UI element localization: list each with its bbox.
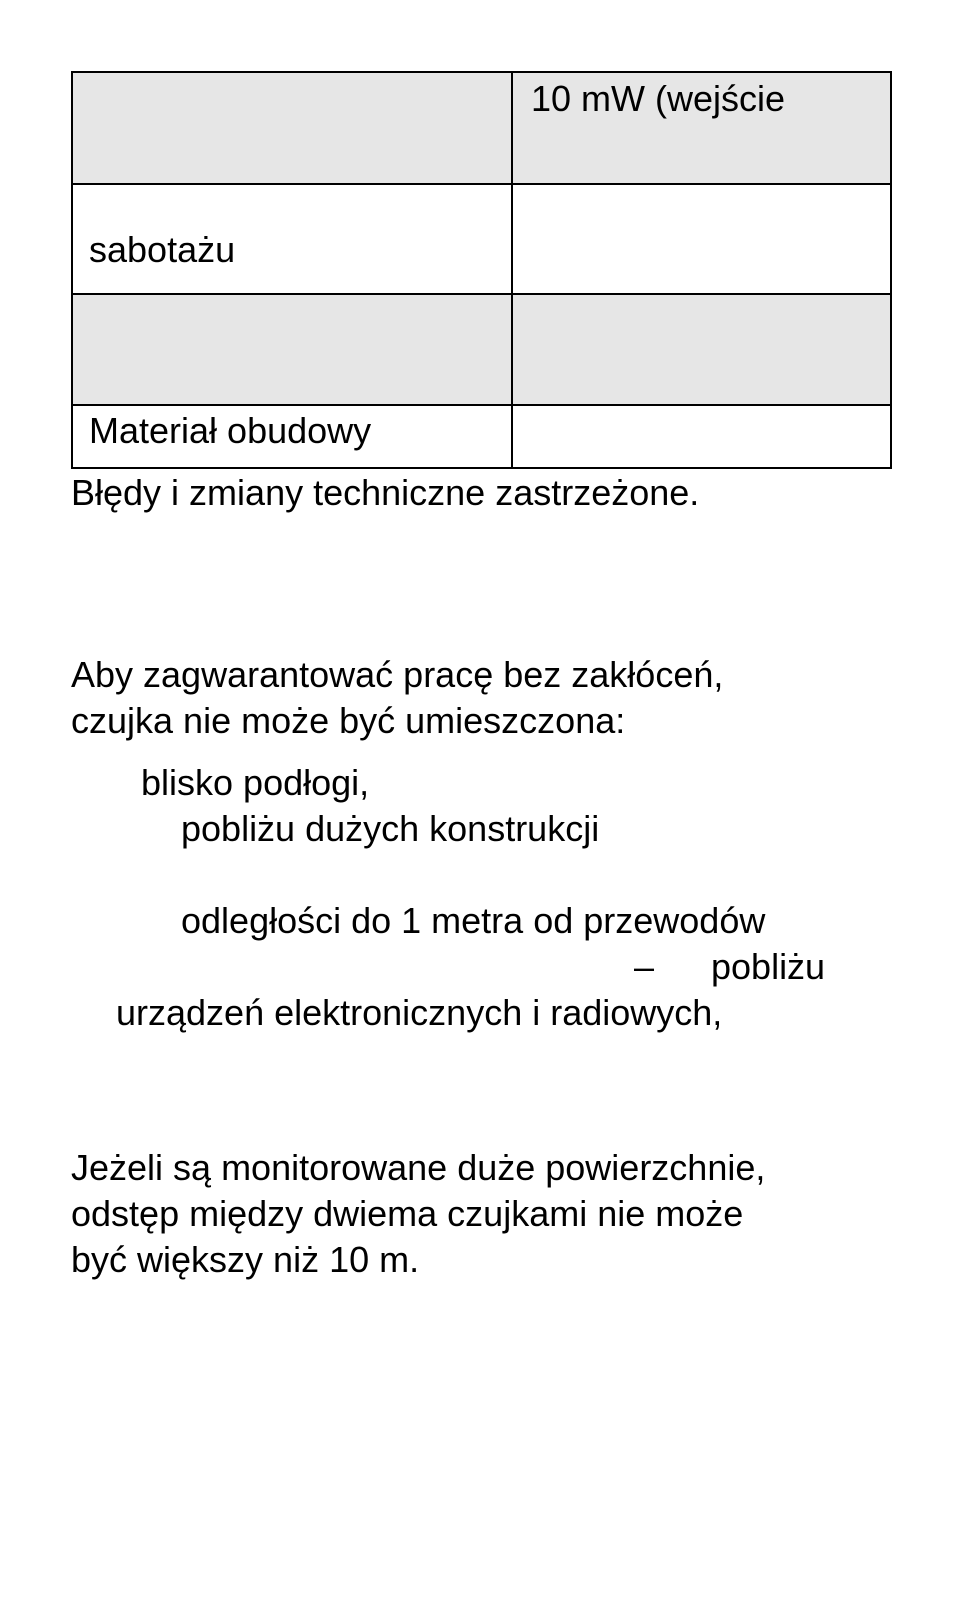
table-row xyxy=(72,294,891,405)
table-cell xyxy=(72,294,512,405)
table-cell xyxy=(512,294,891,405)
disclaimer-text: Błędy i zmiany techniczne zastrzeżone. xyxy=(71,472,700,513)
table-row xyxy=(72,405,891,468)
table-cell: Materiał obudowy xyxy=(72,405,512,468)
placement-item: pobliżu dużych konstrukcji xyxy=(181,808,600,849)
specification-table xyxy=(71,71,892,469)
placement-item: urządzeń elektronicznych i radiowych, xyxy=(116,992,723,1033)
placement-item-dash: – xyxy=(634,946,655,987)
spacing-note-line: Jeżeli są monitorowane duże powierzchnie, xyxy=(71,1147,766,1188)
table-cell: 10 mW (wejście xyxy=(512,72,891,184)
table-cell xyxy=(512,405,891,468)
placement-item: pobliżu xyxy=(711,946,826,987)
table-row xyxy=(72,184,891,294)
table-row xyxy=(72,72,891,184)
placement-intro-line: czujka nie może być umieszczona: xyxy=(71,700,626,741)
spacing-note-line: być większy niż 10 m. xyxy=(71,1239,420,1280)
placement-item: blisko podłogi, xyxy=(141,762,370,803)
table-cell: sabotażu xyxy=(72,184,512,294)
table-cell xyxy=(512,184,891,294)
table-cell xyxy=(72,72,512,184)
spacing-note-line: odstęp między dwiema czujkami nie może xyxy=(71,1193,744,1234)
placement-intro-line: Aby zagwarantować pracę bez zakłóceń, xyxy=(71,654,724,695)
placement-item: odległości do 1 metra od przewodów xyxy=(181,900,766,941)
